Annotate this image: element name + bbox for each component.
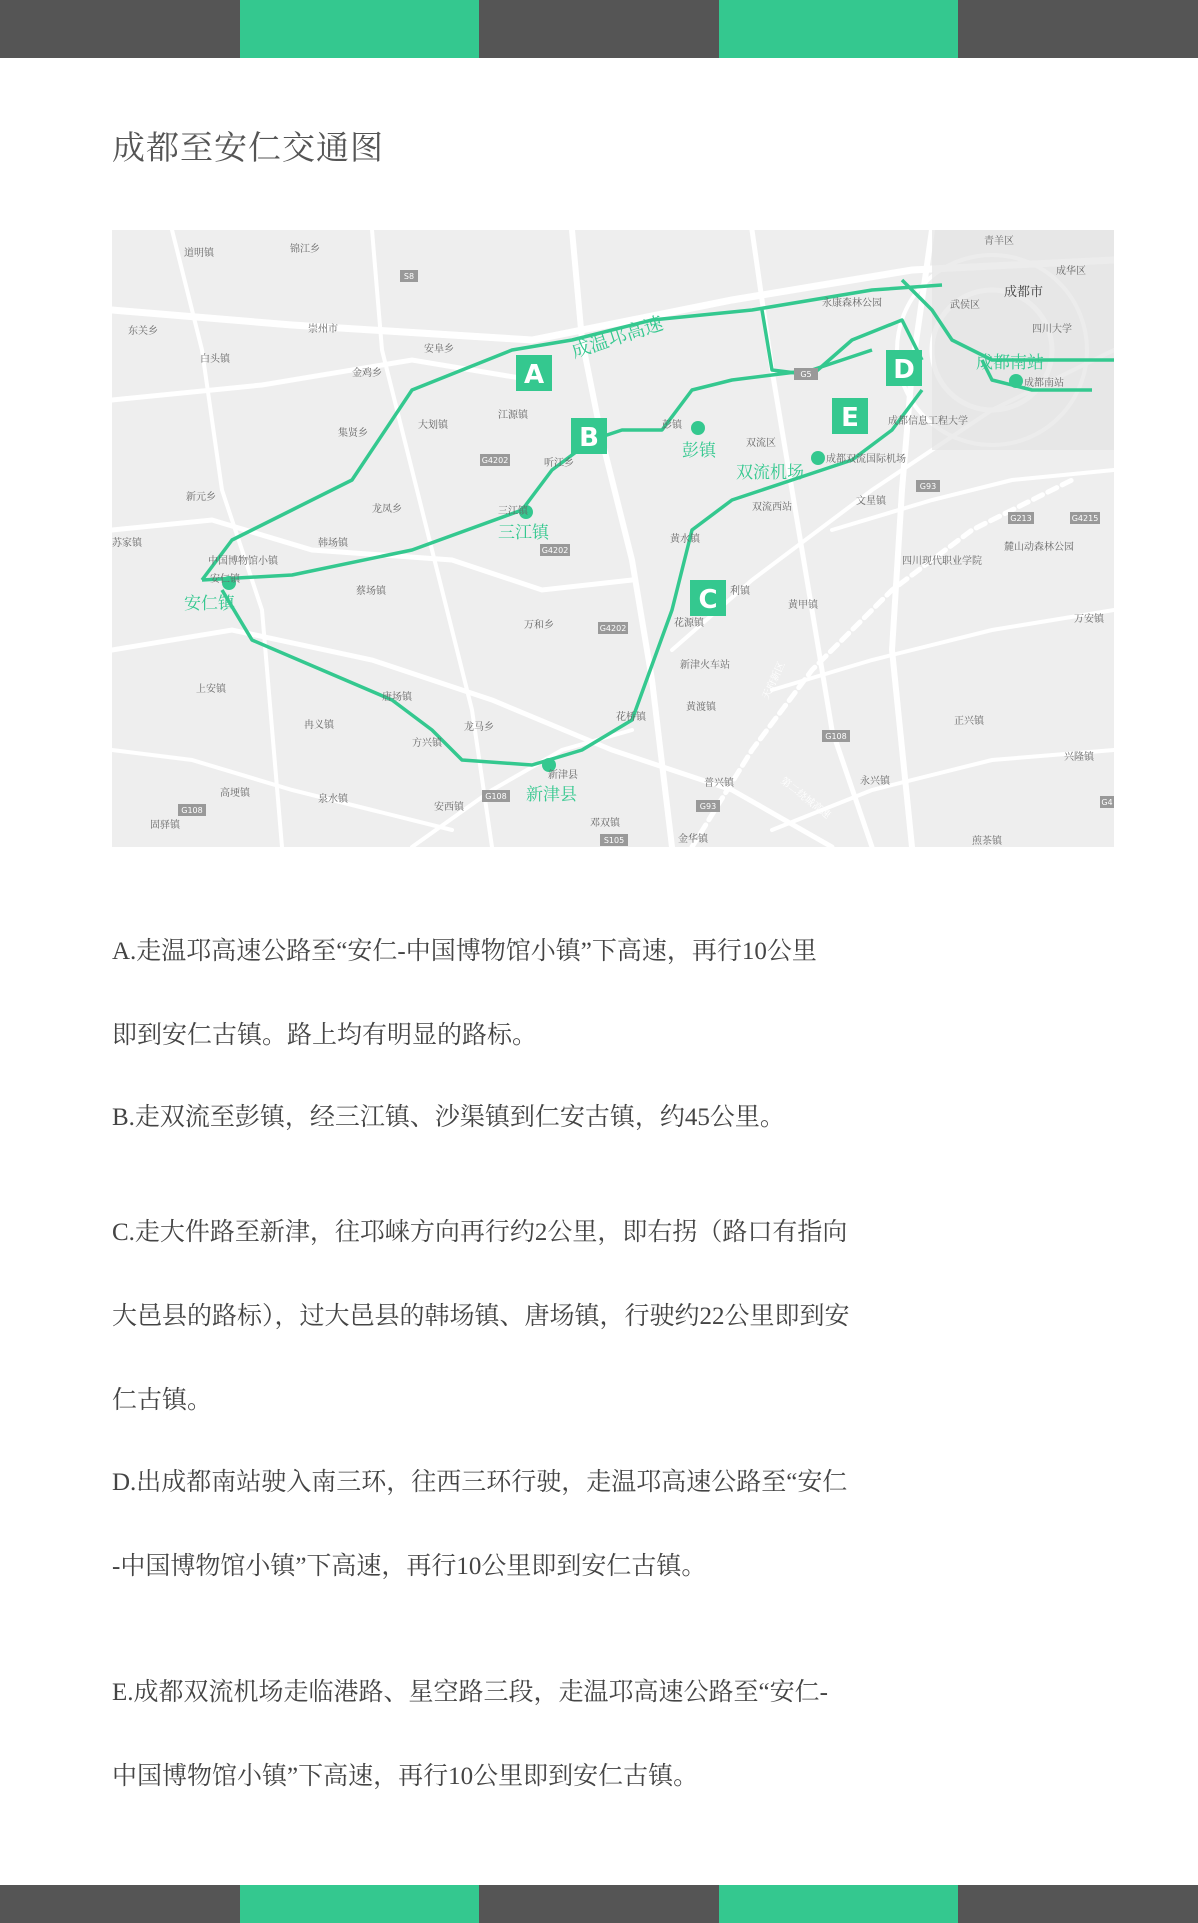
place-dongguan: 东关乡 <box>128 326 158 337</box>
label-pengzhen: 彭镇 <box>682 441 716 461</box>
paragraph-c-line-2: 大邑县的路标），过大邑县的韩场镇、唐场镇，行驶约22公里即到安 <box>112 1303 850 1330</box>
shield-g4202-c: G4202 <box>599 624 627 633</box>
place-wenxing: 文星镇 <box>856 496 886 507</box>
place-huangshui: 黄水镇 <box>670 534 700 545</box>
top-bar-dark-3 <box>958 0 1198 58</box>
place-dahua: 大划镇 <box>418 420 448 431</box>
bottom-decor-bar <box>0 1885 1198 1923</box>
top-bar-dark-1 <box>0 0 240 58</box>
shield-g5: G5 <box>800 370 812 379</box>
place-gaoshan: 高埂镇 <box>220 788 250 799</box>
place-chenghua: 成华区 <box>1056 266 1086 277</box>
top-bar-green-1 <box>240 0 480 58</box>
place-lufeng: 麓山动森林公园 <box>1004 542 1074 553</box>
shield-g213: G213 <box>1010 514 1032 523</box>
place-tingjiang: 听江乡 <box>544 458 574 469</box>
place-ring-road: 第二绕城高速 <box>778 775 833 822</box>
place-jinji: 金鸡乡 <box>352 368 382 379</box>
shield-g4215: G4215 <box>1071 514 1099 523</box>
place-anren-small: 安仁镇 <box>210 574 240 585</box>
label-chengdu-south: 成都南站 <box>976 353 1044 373</box>
place-huayuan: 花源镇 <box>674 618 704 629</box>
place-wansheng: 万安镇 <box>1074 614 1104 625</box>
place-shuangliu-west: 双流西站 <box>752 502 792 513</box>
place-zhengxing: 正兴镇 <box>954 716 984 727</box>
place-tianfu: 天府新区 <box>760 660 788 702</box>
place-hanchang: 韩场镇 <box>318 538 348 549</box>
place-qingyang: 青羊区 <box>984 236 1014 247</box>
place-yongkang: 永康森林公园 <box>822 298 882 309</box>
shield-g108-b: G108 <box>485 792 507 801</box>
marker-e: E <box>841 403 859 433</box>
place-anxi: 安西镇 <box>434 802 464 813</box>
label-xinjin: 新津县 <box>526 785 577 805</box>
shield-g93-a: G93 <box>919 482 937 491</box>
place-xinjin-station: 新津火车站 <box>680 660 730 671</box>
paragraph-e <box>112 1651 932 1819</box>
paragraph-d-line-2: -中国博物馆小镇”下高速，再行10公里即到安仁古镇。 <box>112 1553 707 1580</box>
place-baitou: 白头镇 <box>200 354 230 365</box>
place-pengzhen-small: 彭镇 <box>662 420 682 431</box>
shield-g4202-b: G4202 <box>541 546 569 555</box>
place-museum: 中国博物馆小镇 <box>208 556 278 567</box>
pengzhen-dot <box>691 421 705 435</box>
place-airport-small: 成都双流国际机场 <box>826 454 906 465</box>
marker-b: B <box>579 423 599 453</box>
paragraph-e-line-2: 中国博物馆小镇”下高速，再行10公里即到安仁古镇。 <box>112 1763 699 1790</box>
paragraph-b <box>112 1076 932 1160</box>
place-xingnong: 兴隆镇 <box>1064 752 1094 763</box>
paragraph-b-line-1: B.走双流至彭镇，经三江镇、沙渠镇到仁安古镇，约45公里。 <box>112 1104 785 1131</box>
label-sanjiang: 三江镇 <box>498 523 549 543</box>
paragraph-c-line-3: 仁古镇。 <box>112 1387 213 1414</box>
place-guyuan: 固驿镇 <box>150 820 180 831</box>
place-qushui: 泉水镇 <box>318 794 348 805</box>
place-caichang: 蔡场镇 <box>356 586 386 597</box>
paragraph-d <box>112 1441 932 1609</box>
marker-c: C <box>698 585 718 615</box>
place-tangchang: 唐场镇 <box>382 692 412 703</box>
marker-a: A <box>523 360 545 390</box>
place-fangxing: 方兴镇 <box>412 738 442 749</box>
top-bar-green-2 <box>719 0 959 58</box>
place-dengshuang: 邓双镇 <box>590 818 620 829</box>
paragraph-a-line-2: 即到安仁古镇。路上均有明显的路标。 <box>112 1022 538 1049</box>
place-shuangliu-dist: 双流区 <box>746 438 776 449</box>
chengdu-south-dot <box>1009 374 1023 388</box>
label-anren: 安仁镇 <box>184 594 235 614</box>
bottom-bar-green-1 <box>240 1885 480 1923</box>
place-jinhua: 金华镇 <box>678 834 708 845</box>
place-xinyuan: 新元乡 <box>186 492 216 503</box>
shield-g93-b: G93 <box>699 802 717 811</box>
place-wuhou: 武侯区 <box>950 300 980 311</box>
place-sichuan-modern: 四川现代职业学院 <box>902 556 982 567</box>
place-lijie: 利镇 <box>730 586 750 597</box>
bottom-bar-green-2 <box>719 1885 959 1923</box>
place-huangyuan: 黄渡镇 <box>686 702 716 713</box>
shield-g4: G4 <box>1101 798 1113 807</box>
place-anfu: 安阜乡 <box>424 344 454 355</box>
paragraph-a-line-1: A.走温邛高速公路至“安仁-中国博物馆小镇”下高速，再行10公里 <box>112 938 817 965</box>
paragraph-c-line-1: C.走大件路至新津，往邛崃方向再行约2公里，即右拐（路口有指向 <box>112 1219 848 1246</box>
place-wanhe: 万和乡 <box>524 620 554 631</box>
place-xinjin-small: 新津县 <box>548 770 578 781</box>
shield-s105: S105 <box>603 836 625 845</box>
highway-label: 成温邛高速 <box>568 312 666 363</box>
page-title: 成都至安仁交通图 <box>112 128 384 167</box>
place-sanjiang-small: 三江镇 <box>498 506 528 517</box>
top-bar-dark-2 <box>479 0 719 58</box>
label-shuangliu-airport: 双流机场 <box>736 463 804 483</box>
airport-dot <box>811 451 825 465</box>
place-chengdu-city: 成都市 <box>1004 285 1044 300</box>
place-jijian: 集贤乡 <box>338 428 368 439</box>
place-chengdu-info: 成都信息工程大学 <box>888 416 968 427</box>
traffic-map <box>112 230 1114 847</box>
paragraph-c <box>112 1191 932 1443</box>
paragraph-e-line-1: E.成都双流机场走临港路、星空路三段，走温邛高速公路至“安仁- <box>112 1679 828 1706</box>
shield-g4202-a: G4202 <box>481 456 509 465</box>
place-jianyang: 煎茶镇 <box>972 836 1002 847</box>
place-longfeng: 龙凤乡 <box>372 504 402 515</box>
bottom-bar-dark-3 <box>958 1885 1198 1923</box>
place-suzhou: 苏家镇 <box>112 538 142 549</box>
place-shangan: 上安镇 <box>196 684 226 695</box>
place-ranyi: 冉义镇 <box>304 720 334 731</box>
place-huangjia: 黄甲镇 <box>788 600 818 611</box>
shield-g108-a: G108 <box>181 806 203 815</box>
paragraph-a <box>112 910 932 1078</box>
place-chengdu-south-small: 成都南站 <box>1024 378 1064 389</box>
marker-d: D <box>893 355 915 385</box>
place-huaqiao: 花桥镇 <box>616 712 646 723</box>
place-sichuan-univ: 四川大学 <box>1032 324 1072 335</box>
top-decor-bar <box>0 0 1198 58</box>
place-yongxing: 永兴镇 <box>860 776 890 787</box>
place-chongzhou: 崇州市 <box>308 324 338 335</box>
place-jinjiang: 锦江乡 <box>290 244 320 255</box>
bottom-bar-dark-1 <box>0 1885 240 1923</box>
paragraph-d-line-1: D.出成都南站驶入南三环，往西三环行驶，走温邛高速公路至“安仁 <box>112 1469 848 1496</box>
shield-g108-c: G108 <box>825 732 847 741</box>
place-jiangyuan: 江源镇 <box>498 410 528 421</box>
bottom-bar-dark-2 <box>479 1885 719 1923</box>
place-longma: 龙马乡 <box>464 722 494 733</box>
place-daoming: 道明镇 <box>184 248 214 259</box>
shield-s8: S8 <box>403 272 415 281</box>
place-puxing: 普兴镇 <box>704 778 734 789</box>
